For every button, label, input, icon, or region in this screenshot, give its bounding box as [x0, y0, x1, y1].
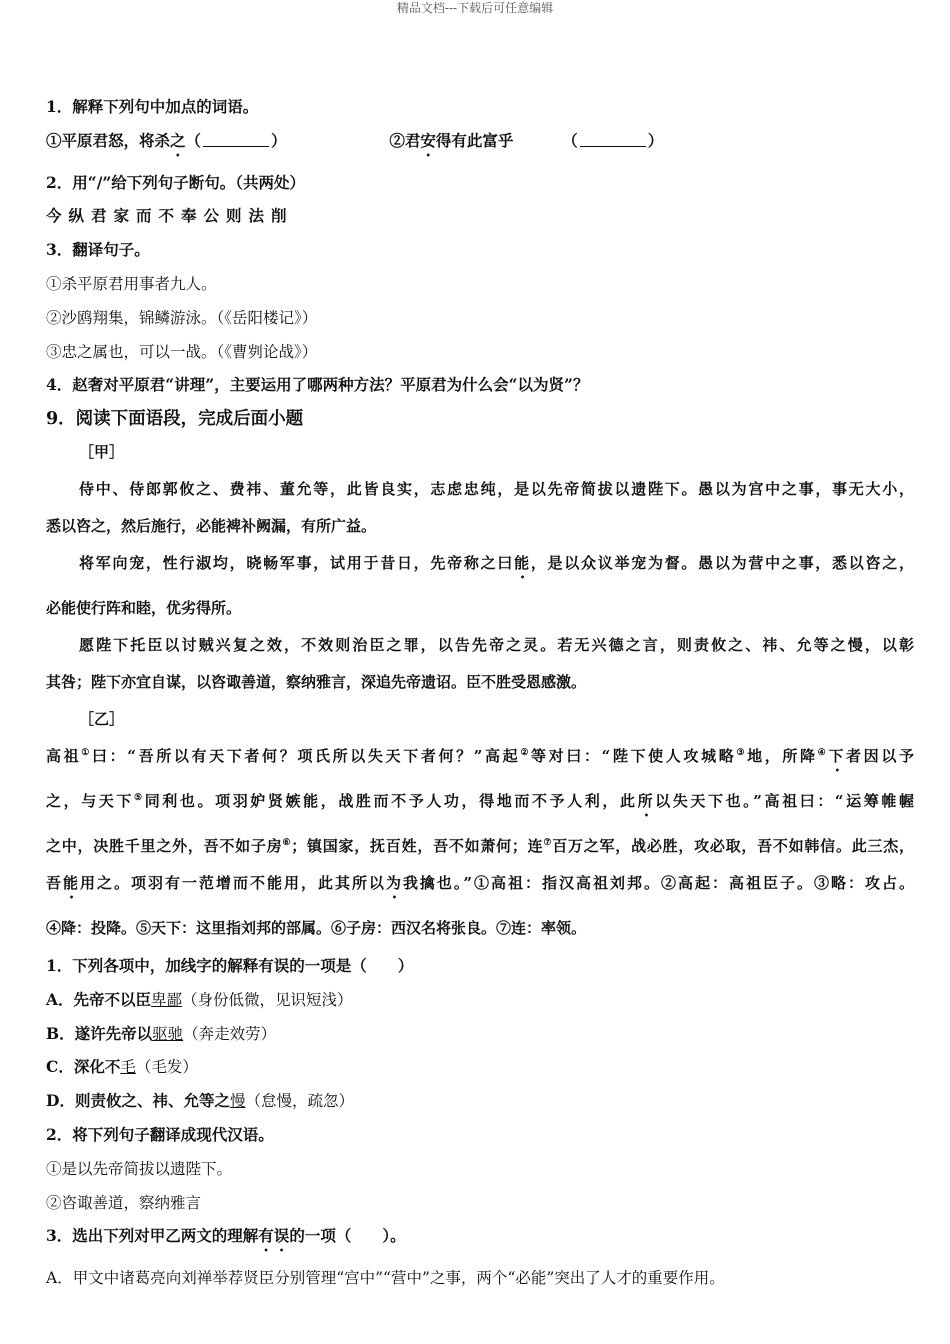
yi-line2: 之，与天下⑤同利也。项羽妒贤嫉能，战胜而不予人功，得地而不予人利，此所以失天下也。”高祖曰：“运筹帷幄: [46, 791, 914, 810]
page-header: 精品文档---下载后可任意编辑: [396, 1, 554, 15]
p1-q1-a-dotted: 之: [170, 130, 186, 150]
p3-q1-option-b: B．遂许先帝以驱驰（奔走效劳）: [46, 1023, 277, 1043]
yi-line1: 高祖①曰：“吾所以有天下者何？项氏所以失天下者何？”高起②等对曰：“陛下使人攻城略③地，所降④下者因以予: [46, 746, 914, 765]
p1-q3-title: 3．翻译句子。: [46, 240, 150, 260]
jia-p1-line2: 悉以咨之，然后施行，必能裨补阙漏，有所广益。: [46, 516, 377, 535]
p1-q3-item-3: ③忠之属也，可以一战。（《曹刿论战》）: [46, 342, 318, 361]
p1-q1-b-text2: 得有此富乎: [435, 130, 514, 150]
p3-q1-option-d: D．则责攸之、祎、允等之慢（怠慢，疏忽）: [46, 1091, 354, 1111]
option-b-underlined: 驱驰: [152, 1024, 184, 1043]
yi-line4-dotted-1: 能: [63, 873, 80, 892]
option-d-underlined: 慢: [229, 1092, 246, 1111]
yi-line4: 吾能用之。项羽有一范增而不能用，此其所以为我擒也。”①高祖：指汉高祖刘邦。②高起：高祖臣子。③略：攻占。: [46, 873, 914, 892]
p1-q1-a-close: ）: [271, 130, 287, 150]
p1-q2-title: 2．用“/”给下列句子断句。（共两处）: [46, 172, 306, 192]
yi-line2-dotted: 所: [637, 791, 656, 810]
yi-line3: 之中，决胜千里之外，吾不如子房⑥；镇国家，抚百姓，吾不如萧何；连⑦百万之军，战必胜，攻必取，吾不如韩信。此三杰，: [46, 836, 914, 855]
p3-q3-title: 3．选出下列对甲乙两文的理解有误的一项（ ）。: [46, 1226, 406, 1246]
jia-p1-line1: 侍中、侍郎郭攸之、费祎、董允等，此皆良实，志虑忠纯，是以先帝简拔以遗陛下。愚以为宫中之事，事无大小，: [79, 479, 914, 498]
p1-q1-b-dotted: 安: [420, 130, 436, 150]
yi-line4-dotted-2: 为: [385, 873, 403, 892]
answer-blank-1[interactable]: [203, 132, 269, 147]
p3-q2-item-1: ①是以先帝简拔以遗陛下。: [46, 1159, 233, 1178]
p3-q2-title: 2．将下列句子翻译成现代汉语。: [46, 1124, 274, 1144]
option-c-underlined: 毛: [120, 1058, 136, 1077]
jia-label: ［甲］: [79, 442, 125, 461]
p1-q1-a-text: ①平原君怒，将杀: [46, 130, 171, 150]
p3-q2-item-2: ②咨诹善道，察纳雅言: [46, 1193, 202, 1212]
p3-q1-option-c: C．深化不毛（毛发）: [46, 1057, 198, 1077]
jia-p2-line2: 必能使行阵和睦，优劣得所。: [46, 598, 242, 617]
p1-q1-items: [46, 130, 914, 160]
p3-q1-title: 1．下列各项中，加线字的解释有误的一项是（ ）: [46, 955, 414, 975]
document-body: [46, 96, 914, 1301]
p1-q3-item-1: ①杀平原君用事者九人。: [46, 274, 217, 293]
p1-q1-b-close: ）: [647, 130, 664, 150]
p1-q1-b-open: （: [562, 130, 578, 150]
yi-line1-dotted: 下: [828, 746, 847, 765]
p1-q3-item-2: ②沙鸥翔集，锦鳞游泳。（《岳阳楼记》）: [46, 308, 318, 327]
p1-q4-title: 4．赵奢对平原君“讲理”，主要运用了哪两种方法？平原君为什么会“以为贤”？: [46, 375, 589, 395]
answer-blank-2[interactable]: [580, 132, 646, 147]
p3-q1-option-a: A．先帝不以臣卑鄙（身份低微，见识短浅）: [46, 989, 353, 1009]
p2-title: 9．阅读下面语段，完成后面小题: [46, 409, 304, 430]
p3-q3-option-a: A．甲文中诸葛亮向刘禅举荐贤臣分别管理“宫中”“营中”之事，两个“必能”突出了人才的重要作用。: [46, 1269, 725, 1288]
p1-q1-a-open: （: [185, 130, 202, 150]
p1-q1-title: 1．解释下列句中加点的词语。: [46, 97, 259, 116]
option-a-underlined: 卑鄙: [151, 990, 183, 1009]
jia-p3-line1: 愿陛下托臣以讨贼兴复之效，不效则治臣之罪，以告先帝之灵。若无兴德之言，则责攸之、祎、允等之慢，以彰: [79, 635, 914, 654]
jia-p3-line2: 其咎；陛下亦宜自谋，以咨诹善道，察纳雅言，深追先帝遗诏。臣不胜受恩感激。: [46, 672, 587, 691]
jia-p2-dotted: 能: [514, 553, 531, 572]
p3-q3-dotted: 有误: [258, 1226, 290, 1246]
jia-p2-line1: 将军向宠，性行淑均，晓畅军事，试用于昔日，先帝称之曰能，是以众议举宠为督。愚以为营中之事，悉以咨之，: [79, 553, 914, 572]
yi-label: ［乙］: [79, 709, 125, 728]
p1-q1-b-text: ②君: [389, 130, 421, 150]
p1-q2-sentence: 今纵君家而不奉公则法削: [46, 206, 294, 226]
yi-line5: ④降：投降。⑤天下：这里指刘邦的部属。⑥子房：西汉名将张良。⑦连：率领。: [46, 918, 587, 937]
